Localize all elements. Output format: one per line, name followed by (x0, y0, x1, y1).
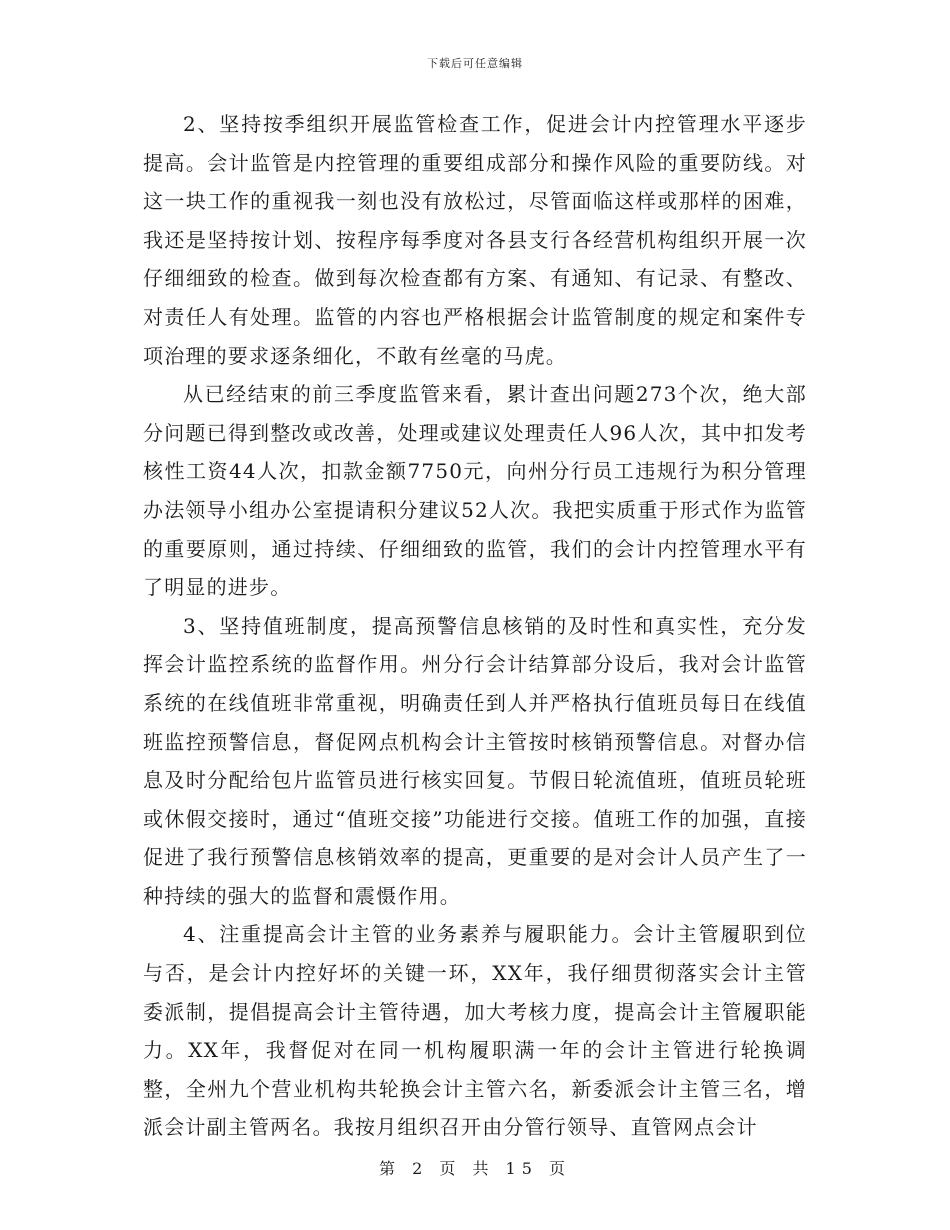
paragraph-item-3: 3、坚持值班制度，提高预警信息核销的及时性和真实性，充分发挥会计监控系统的监督作用。州分行会计结算部分设后，我对会计监管系统的在线值班非常重视，明确责任到人并严格执行值班员每日在线值班监控预警信息，督促网点机构会计主管按时核销预警信息。对督办信息及时分配给包片监管员进行核实回复。节假日轮流值班，值班员轮班或休假交接时，通过“值班交接”功能进行交接。值班工作的加强，直接促进了我行预警信息核销效率的提高，更重要的是对会计人员产生了一种持续的强大的监督和震慑作用。 (143, 613, 807, 908)
paragraph-statistics: 从已经结束的前三季度监管来看，累计查出问题273个次，绝大部分问题已得到整改或改善，处理或建议处理责任人96人次，其中扣发考核性工资44人次，扣款金额7750元，向州分行员工违规行为积分管理办法领导小组办公室提请积分建议52人次。我把实质重于形式作为监管的重要原则，通过持续、仔细细致的监管，我们的会计内控管理水平有了明显的进步。 (143, 382, 807, 600)
paragraph-item-4: 4、注重提高会计主管的业务素养与履职能力。会计主管履职到位与否，是会计内控好坏的关键一环，XX年，我仔细贯彻落实会计主管委派制，提倡提高会计主管待遇，加大考核力度，提高会计主管履职能力。XX年，我督促对在同一机构履职满一年的会计主管进行轮换调整，全州九个营业机构共轮换会计主管六名，新委派会计主管三名，增派会计副主管两名。我按月组织召开由分管行领导、直管网点会计 (143, 922, 807, 1140)
document-body (143, 105, 807, 1147)
header-note: 下载后可任意编辑 (427, 57, 523, 70)
paragraph-item-2: 2、坚持按季组织开展监管检查工作，促进会计内控管理水平逐步提高。会计监管是内控管理的重要组成部分和操作风险的重要防线。对这一块工作的重视我一刻也没有放松过，尽管面临这样或那样的困难，我还是坚持按计划、按程序每季度对各县支行各经营机构组织开展一次仔细细致的检查。做到每次检查都有方案、有通知、有记录、有整改、对责任人有处理。监管的内容也严格根据会计监管制度的规定和案件专项治理的要求逐条细化，不敢有丝毫的马虎。 (143, 112, 807, 368)
page-number-footer: 第 2 页 共 15 页 (379, 1159, 571, 1178)
